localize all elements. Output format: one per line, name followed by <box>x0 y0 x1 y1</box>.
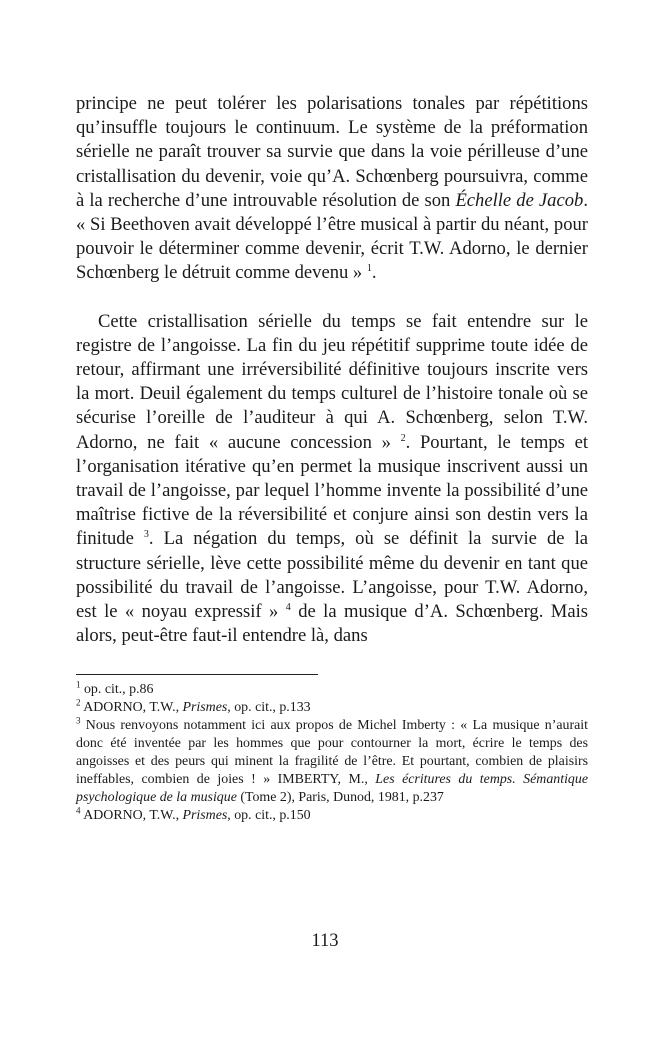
footnote-work-title: Prismes <box>182 700 228 716</box>
footnote-text: Nous renvoyons notamment ici aux propos de Michel Imberty : « La musique n’aurait donc été inventée par les hommes que pour contourner la mort, écrire le temps des angoisses et des peurs qui minent la fragilité de l’être. Et pourtant, combien de plaisirs ineffables, combien de joies ! » IMBERTY, M., <box>76 718 588 788</box>
footnote-text: ADORNO, T.W., <box>83 700 183 716</box>
footnote-work-title: Prismes <box>182 808 228 824</box>
page-body <box>76 92 588 825</box>
paragraph-2 <box>76 310 588 649</box>
footnote-ref-3[interactable]: 3 <box>143 529 149 541</box>
footnote-number: 3 <box>76 715 81 726</box>
footnote-2 <box>76 699 588 717</box>
footnote-text: (Tome 2), Paris, Dunod, 1981, p.237 <box>236 790 444 806</box>
footnote-3 <box>76 717 588 807</box>
paragraph-2-text-b: . Pourtant, le temps et l’organisation itérative qu’en permet la musique inscrivent aussi un travail de l’angoisse, par lequel l’homme invente la possibilité d’une maîtrise fictive de la réversibilité et conjure ainsi son destin vers la finitude <box>76 431 588 550</box>
footnote-number: 2 <box>76 697 81 708</box>
footnote-number: 1 <box>76 679 81 690</box>
paragraph-2-text-a: Cette cristallisation sérielle du temps se fait entendre sur le registre de l’angoisse. La fin du jeu répétitif supprime toute idée de retour, affirmant une irréversibilité définitive toujours inscrite vers la mort. Deuil également du temps culturel de l’histoire tonale où se sécurise l’oreille de l’auditeur à qui A. Schœnberg, selon T.W. Adorno, ne fait « aucune concession » <box>76 310 588 453</box>
paragraph-1 <box>76 92 588 286</box>
footnote-separator <box>76 674 318 675</box>
footnotes <box>76 681 588 825</box>
footnote-4 <box>76 807 588 825</box>
page-number: 113 <box>311 930 339 951</box>
footnote-work-title: Les écritures du temps. Sémantique psychologique de la musique <box>76 772 588 806</box>
footnote-text: op. cit., p.86 <box>83 682 154 698</box>
footnote-text: , op. cit., p.133 <box>227 700 311 716</box>
footnote-1 <box>76 681 588 699</box>
paragraph-1-text-a: principe ne peut tolérer les polarisations tonales par répétitions qu’insuffle toujours le continuum. Le système de la préformation sérielle ne paraît trouver sa survie que dans la voie périlleuse d’une cristallisation du devenir, voie qu’A. Schœnberg poursuivra, comme à la recherche d’une introuvable résolution de son <box>76 93 588 211</box>
footnote-ref-1[interactable]: 1 <box>366 263 372 275</box>
footnote-ref-2[interactable]: 2 <box>400 432 406 444</box>
footnote-number: 4 <box>76 805 81 816</box>
paragraph-2-text-c: . La négation du temps, où se définit la survie de la structure sérielle, lève cette possibilité même du devenir en tant que possibilité du travail de l’angoisse. L’angoisse, pour T.W. Adorno, est le « noyau expressif » <box>76 528 588 623</box>
footnote-text: , op. cit., p.150 <box>227 808 311 824</box>
paragraph-1-text-c: . <box>371 262 377 284</box>
footnote-text: ADORNO, T.W., <box>83 808 183 824</box>
paragraph-1-text-b: . « Si Beethoven avait développé l’être musical à partir du néant, pour pouvoir le déterminer comme devenir, écrit T.W. Adorno, le dernier Schœnberg le détruit comme devenu » <box>76 189 588 284</box>
footnote-ref-4[interactable]: 4 <box>285 601 291 613</box>
work-title-echelle-de-jacob: Échelle de Jacob <box>455 189 584 211</box>
paragraph-2-text-d: de la musique d’A. Schœnberg. Mais alors, peut-être faut-il entendre là, dans <box>76 601 588 647</box>
